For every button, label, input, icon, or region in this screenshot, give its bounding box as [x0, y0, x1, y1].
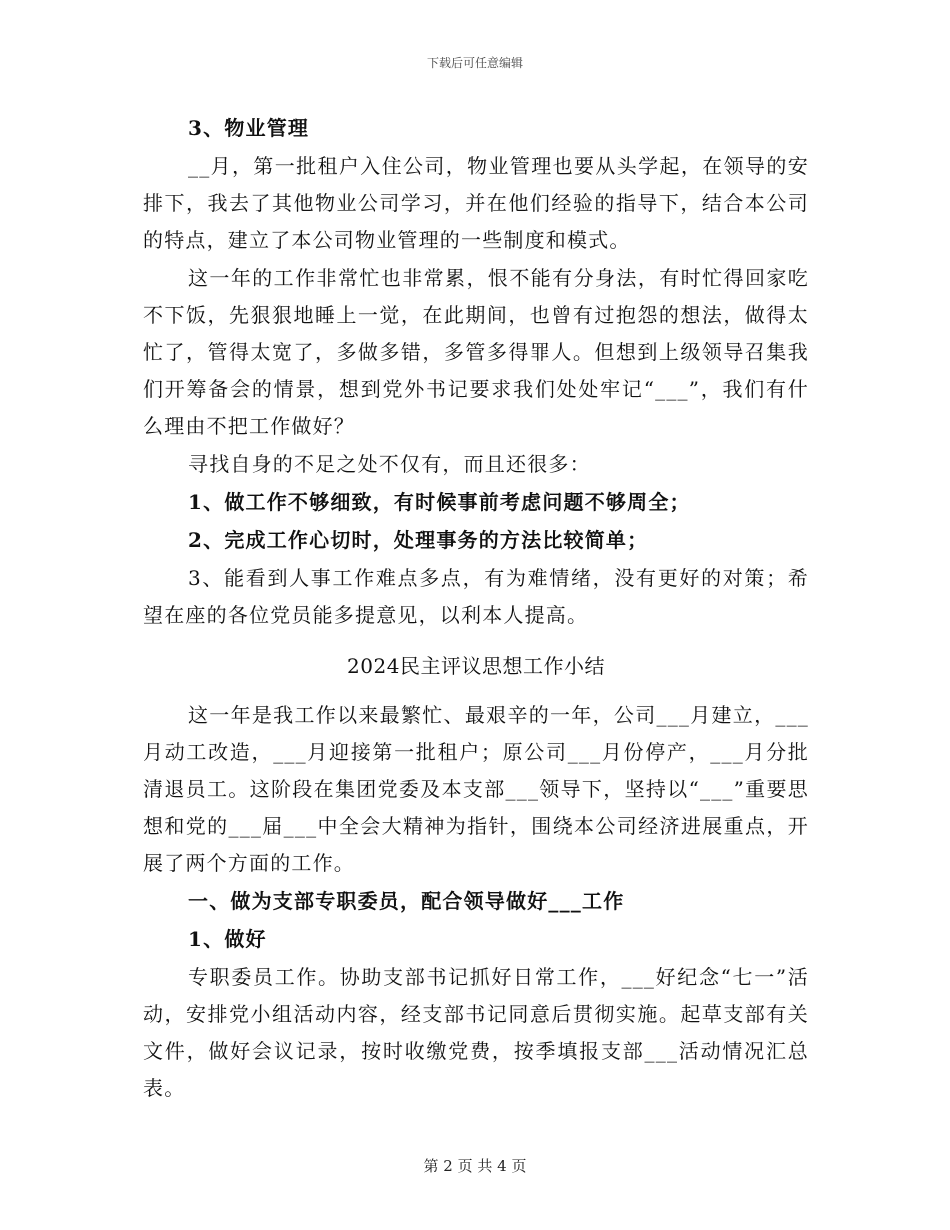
paragraph-shortcomings-intro: 寻找自身的不足之处不仅有，而且还很多：	[188, 452, 591, 476]
section-heading-property-management: 3、物业管理	[188, 116, 310, 140]
shortcoming-item-3: 3、能看到人事工作难点多点，有为难情绪，没有更好的对策；希望在座的各位党员能多提意见，以利本人提高。	[143, 566, 809, 627]
subsection-heading-1: 1、做好	[188, 927, 267, 951]
paragraph-article-intro: 这一年是我工作以来最繁忙、最艰辛的一年，公司___月建立，___月动工改造，___月迎接第一批租户；原公司___月份停产，___月分批清退员工。这阶段在集团党委及本支部___领导下，坚持以“___”重要思想和党的___届___中全会大精神为指针，围绕本公司经济进展重点，开展了两个方面的工作。	[143, 703, 809, 875]
paragraph-property-intro: __月，第一批租户入住公司，物业管理也要从头学起，在领导的安排下，我去了其他物业公司学习，并在他们经验的指导下，结合本公司的特点，建立了本公司物业管理的一些制度和模式。	[143, 154, 809, 252]
section-heading-1: 一、做为支部专职委员，配合领导做好___工作	[188, 889, 625, 913]
page-header: 下载后可任意编辑	[426, 56, 523, 70]
shortcoming-item-1: 1、做工作不够细致，有时候事前考虑问题不够周全；	[188, 490, 691, 514]
paragraph-busy-year: 这一年的工作非常忙也非常累，恨不能有分身法，有时忙得回家吃不下饭，先狠狠地睡上一觉，在此期间，也曾有过抱怨的想法，做得太忙了，管得太宽了，多做多错，多管多得罪人。但想到上级领导召集我们开筹备会的情景，想到党外书记要求我们处处牢记“___”，我们有什么理由不把工作做好？	[143, 266, 809, 438]
document-body	[143, 110, 809, 1108]
page-number: 第 2 页 共 4 页	[423, 1157, 527, 1175]
paragraph-subsection-1: 专职委员工作。协助支部书记抓好日常工作，___好纪念“七一”活动，安排党小组活动内容，经支部书记同意后贯彻实施。起草支部有关文件，做好会议记录，按时收缴党费，按季填报支部___活动情况汇总表。	[143, 965, 809, 1100]
shortcoming-item-2: 2、完成工作心切时，处理事务的方法比较简单；	[188, 528, 649, 552]
article-title: 2024民主评议思想工作小结	[347, 654, 605, 678]
